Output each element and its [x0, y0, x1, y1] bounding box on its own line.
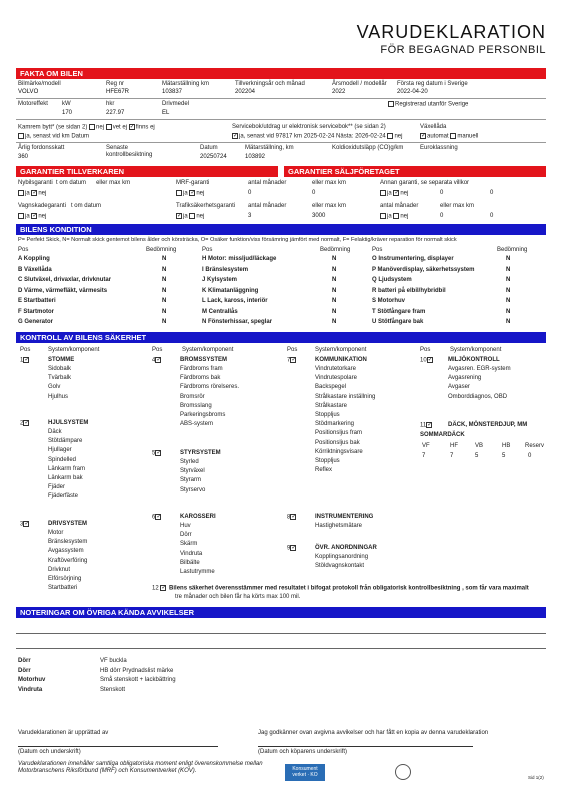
label-motoreffekt: Motoreffekt [18, 101, 48, 107]
note-value: Små stenskott + lackbättring [100, 677, 176, 683]
kontroll-item: Stoppljus [315, 412, 340, 418]
kontroll-group-num: 7 [287, 357, 291, 364]
kond-pos-2: Pos [202, 247, 213, 253]
kondition-rating: N [332, 308, 337, 315]
label-forsta-reg: Första reg datum i Sverige [397, 81, 468, 87]
trafik2-antal-label: antal månader [380, 203, 419, 209]
value-tillverkningsar: 202204 [235, 89, 256, 95]
kontroll-group-checkbox[interactable]: ✓ [156, 449, 162, 456]
service-row: Servicebok/utdrag ur elektronisk servicebok** (se sidan 2) [232, 124, 386, 130]
kondition-item: J Kylsystem [202, 277, 238, 283]
value-fordonsskatt: 360 [18, 154, 29, 160]
kondition-rating: N [162, 266, 167, 273]
buyer-signature-line[interactable] [258, 746, 473, 747]
kond-pos-1: Pos [18, 247, 29, 253]
annan-value-1: 0 [440, 190, 444, 196]
trafik-ja-checkbox[interactable]: ✓ [177, 212, 183, 219]
kontroll-group-checkbox[interactable]: ✓ [24, 356, 30, 363]
kontroll-item: Reflex [315, 467, 333, 474]
kontroll-group-checkbox[interactable]: ✓ [24, 419, 30, 426]
kontroll-group-g1 [20, 357, 30, 364]
kondition-item: A Koppling [18, 256, 50, 262]
kondition-rating: N [332, 277, 337, 283]
trafik-antal-value: 3 [248, 213, 252, 219]
kontroll-item: Färdbroms fram [180, 366, 223, 372]
kamrem-row: Kamrem bytt* (se sidan 2) nej vet ej ✓finns ej [18, 123, 155, 131]
upprattad-label: Varudeklarationen är upprättad av [18, 730, 109, 736]
mrf-antal-label: antal månader [248, 180, 287, 186]
kontroll-item: Kraftöverföring [48, 557, 88, 564]
kontroll-item: Styrväxel [180, 468, 205, 475]
kontroll-item: Färdbroms bak [180, 375, 221, 382]
annan-value-2: 0 [490, 190, 494, 196]
kontroll-item: Golv [48, 384, 61, 391]
mrf-seal-icon [395, 764, 411, 780]
kontroll-system-2: System/komponent [182, 347, 234, 353]
kontroll-group-checkbox[interactable]: ✓ [427, 356, 433, 363]
kontroll-item: Bilbälte [180, 559, 200, 566]
value-regnr: HFE67R [106, 89, 130, 95]
vagn-ja-checkbox[interactable] [18, 213, 24, 219]
value-datum: 20250724 [200, 154, 227, 160]
page-subtitle: FÖR BEGAGNAD PERSONBIL [380, 44, 546, 56]
mrf-opts: ja ✓nej [176, 190, 204, 197]
value-kw: 170 [62, 110, 73, 116]
notes-line-1 [16, 633, 546, 634]
kamrem-sub: ja, senast vid km Datum [18, 133, 89, 140]
trafik-label: Trafiksäkerhetsgaranti [176, 203, 236, 209]
kontroll-item: ABS-system [180, 421, 214, 428]
kontroll-group-num: 2 [20, 420, 24, 427]
mrf-nej-checkbox[interactable]: ✓ [190, 189, 196, 196]
trafik2-max-label: eller max km [440, 203, 475, 209]
kondition-rating: N [332, 319, 337, 325]
kontroll-item: Stöldvagnskontakt [315, 563, 365, 570]
kondition-item: U Stötfångare bak [372, 319, 424, 325]
page-number: Sid 1(2) [528, 775, 544, 780]
kontroll-group-num: 6 [152, 514, 156, 521]
label-hkr: hkr [106, 101, 115, 107]
tread-header-vf: VF [422, 443, 430, 449]
trafik2-nej-checkbox[interactable] [393, 213, 399, 219]
trafik-antal-label: antal månader [248, 203, 287, 209]
kondition-rating: N [506, 277, 511, 283]
kontroll-item: Bränslesystem [48, 539, 88, 546]
kontroll-group-title: INSTRUMENTERING [315, 514, 374, 520]
kondition-rating: N [506, 308, 511, 315]
kontroll-item: Hastighetsmätare [315, 523, 363, 529]
kontroll-group-g3 [20, 521, 30, 528]
kontroll-12-checkbox[interactable]: ✓ [161, 584, 167, 591]
kontroll-group-g2 [20, 420, 30, 427]
kontroll-pos-2: Pos [152, 347, 163, 353]
kontroll-item: Sidobalk [48, 366, 72, 372]
note-value: VF buckla [100, 658, 127, 664]
kontroll-pos-4: Pos [420, 347, 431, 353]
kondition-rating: N [506, 266, 511, 273]
kontroll-item: Spindelled [48, 456, 77, 463]
kamrem-finnsej-checkbox[interactable]: ✓ [129, 123, 135, 130]
kondition-item: C Slutväxel, drivaxlar, drivknutar [18, 277, 112, 283]
nybil-row: Nybilsgaranti t om datum eller max km [18, 180, 131, 186]
vagn-opts: ja ✓nej [18, 213, 46, 220]
kontroll-group-title: STOMME [48, 357, 75, 363]
kontroll-item: Avgaser [448, 384, 470, 391]
kontroll-group-num: 4 [152, 357, 156, 364]
kontroll-item: Vindrutetorkare [315, 366, 356, 372]
automat-checkbox[interactable]: ✓ [421, 132, 427, 139]
kondition-item: L Lack, kaross, interiör [202, 298, 268, 304]
kontroll-group-title: DRIVSYSTEM [48, 521, 88, 527]
label-matarstallning: Mätarställning km [162, 81, 210, 87]
value-matarstallning: 103837 [162, 89, 183, 95]
kontroll-item: Stötdämpare [48, 438, 83, 445]
kontroll-item: Bromsslang [180, 402, 212, 409]
service-line: ✓ja, senast vid 97817 km 2025-02-24 Nästa: 2026-02-24 nej [233, 132, 403, 140]
sig2-label: (Datum och köparens underskrift) [258, 749, 348, 755]
vaxellada-row: ✓automat manuell [421, 132, 479, 140]
kontroll-group-checkbox[interactable]: ✓ [291, 513, 297, 520]
note-value: Stenskott [100, 686, 126, 693]
kondition-item: E Startbatteri [18, 298, 56, 304]
kontroll-item: Omborddiagnos, OBD [448, 393, 508, 400]
kamrem-vetej-checkbox[interactable] [106, 124, 112, 130]
kontroll-group-g6 [152, 514, 162, 521]
kontroll-item: Stoppljus [315, 458, 340, 464]
kontroll-group-g8 [287, 514, 297, 521]
annan-ja-checkbox[interactable] [380, 190, 386, 196]
kontroll-item: Avgasren. EGR-system [448, 366, 511, 372]
section-kontroll: KONTROLL AV BILENS SÄKERHET [16, 332, 546, 343]
nybil-nej-checkbox[interactable]: ✓ [32, 189, 38, 196]
label-kw: kW [62, 101, 71, 107]
kontroll-item: Positionsljus bak [315, 439, 360, 446]
kontroll-item: Länkarm bak [48, 475, 83, 481]
kondition-item: M Centrallås [202, 308, 238, 315]
kond-bed-2: Bedömning [320, 247, 351, 253]
kontroll-item: Länkarm fram [48, 465, 86, 472]
nybil-ja-checkbox[interactable] [18, 190, 24, 196]
kondition-item: N Fönsterhissar, speglar [202, 319, 273, 325]
note-label: Vindruta [18, 686, 43, 693]
kontroll-item: Strålkastare inställning [315, 393, 376, 400]
kontroll-group-title: MILJÖKONTROLL [448, 357, 500, 363]
kontroll-group-checkbox[interactable]: ✓ [156, 513, 162, 520]
trafik-opts: ✓ja nej [177, 212, 205, 220]
section-kondition: BILENS KONDITION [16, 224, 546, 235]
label-fordonsskatt: Årlig fordonsskatt [18, 145, 65, 151]
kondition-item: G Generator [18, 319, 54, 325]
kontroll-item: Vindrutespolare [315, 375, 357, 382]
section-garanti-salj: GARANTIER SÄLJFÖRETAGET [284, 166, 546, 177]
page-title: VARUDEKLARATION [356, 22, 546, 42]
kontroll-group-g4 [152, 357, 162, 364]
annan-opts: ja ✓nej [380, 190, 408, 197]
value-arsmodell: 2022 [332, 89, 346, 95]
kontroll-item: Elförsörjning [48, 576, 82, 582]
kontroll-system-4: System/komponent [450, 347, 502, 353]
kondition-item: B Växellåda [18, 266, 52, 273]
label-tillverkningsar: Tillverkningsår och månad [235, 81, 305, 87]
kontroll-group-g10 [420, 357, 434, 364]
kontroll-group-checkbox[interactable]: ✓ [291, 544, 297, 551]
kondition-rating: N [332, 256, 337, 262]
kontroll-item: Huv [180, 523, 191, 529]
label-koldioxid: Koldioxidutsläpp (CO)g/km [332, 145, 404, 151]
kontroll-group-num: 9 [287, 545, 291, 552]
kontroll-item: Däck [48, 429, 62, 435]
kontroll-item: Skärm [180, 541, 198, 548]
tread-value-reserv: 0 [528, 453, 532, 459]
kondition-item: I Bränslesystem [202, 266, 249, 273]
note-label: Dörr [18, 658, 31, 664]
footer-note: Varudeklarationen innehåller samtliga obligatoriska moment enligt överenskommelse mellan Motorbranschens Riksförbund (MRF) och Konsumentverket (KOV). [18, 761, 263, 774]
tread-value-hb: 5 [502, 453, 506, 459]
kontroll-item: Kopplingsanordning [315, 554, 369, 560]
section-garanti-till: GARANTIER TILLVERKAREN [16, 166, 278, 177]
mrf-label: MRF-garanti [176, 180, 210, 186]
kontroll-item: Lastutrymme [180, 569, 215, 575]
kondition-rating: N [332, 266, 337, 273]
kontroll-item: Hjulhus [48, 393, 69, 400]
kondition-rating: N [332, 287, 337, 294]
trafik2-opts: ja nej [380, 213, 408, 220]
tread-value-vf: 7 [422, 453, 426, 459]
kontroll-12-row: 12 ✓ Bilens säkerhet överensstämmer med resultatet i bifogat protokoll från obligatorisk kontrollbesiktning , som får vara maximalt [152, 584, 529, 592]
kontroll-group-g5 [152, 450, 162, 457]
kontroll-group-num: 8 [287, 514, 291, 521]
kontroll-group-title: DÄCK, MÖNSTERDJUP, MM [448, 422, 528, 428]
kontroll-item: Backspegel [315, 384, 347, 391]
kamrem-ja-checkbox[interactable] [18, 133, 24, 139]
kondition-rating: N [162, 319, 167, 325]
kontroll-group-subtitle: SOMMARDÄCK [420, 432, 465, 438]
section-noteringar: NOTERINGAR OM ÖVRIGA KÄNDA AVVIKELSER [16, 607, 546, 618]
tread-header-reserv: Reserv [525, 443, 545, 449]
kontroll-item: Tvärbalk [48, 375, 72, 382]
label-bilmarke: Bilmärke/modell [18, 81, 61, 87]
kondition-item: T Stötfångare fram [372, 308, 426, 315]
kondition-item: D Värme, värmefläkt, värmesits [18, 287, 108, 294]
konsumentverket-logo: Konsument verket · KO [285, 764, 325, 781]
kontroll-pos-1: Pos [20, 347, 31, 353]
kontroll-system-1: System/komponent [48, 347, 100, 353]
kondition-rating: N [162, 298, 167, 304]
kontroll-item: Färdbroms rörelseres. [180, 384, 240, 391]
kond-pos-3: Pos [372, 247, 383, 253]
kontroll-system-3: System/komponent [315, 347, 367, 353]
kondition-item: H Motor: missljud/läckage [202, 256, 277, 262]
value-hkr: 227.97 [106, 110, 125, 116]
kondition-rating: N [506, 319, 511, 325]
kontroll-group-checkbox[interactable]: ✓ [24, 520, 30, 527]
trafik-max-value: 3000 [312, 213, 326, 219]
kontroll-item: Fjäder [48, 484, 66, 491]
annan-nej-checkbox[interactable]: ✓ [394, 189, 400, 196]
label-senaste-kontroll: Senaste kontrollbesiktning [106, 145, 153, 158]
annan-label: Annan garanti, se separata villkor [380, 180, 470, 186]
kontroll-item: Parkeringsbroms [180, 412, 226, 418]
kontroll-12-text2: tre månader och bilen får ha körts max 100 mil. [175, 594, 301, 600]
kontroll-item: Startbatteri [48, 585, 78, 592]
kontroll-group-checkbox[interactable]: ✓ [427, 421, 433, 428]
kondition-item: Q Ljudsystem [372, 277, 412, 283]
service-ja-checkbox[interactable]: ✓ [233, 132, 239, 139]
kontroll-group-title: BROMSSYSTEM [180, 357, 228, 363]
mrf-max-value: 0 [312, 190, 316, 196]
service-nej-checkbox[interactable] [387, 133, 393, 139]
tread-header-hf: HF [450, 443, 458, 449]
section-fakta: FAKTA OM BILEN [16, 68, 546, 79]
kontroll-group-title: KOMMUNIKATION [315, 357, 367, 363]
trafik2-ja-checkbox[interactable] [380, 213, 386, 219]
kontroll-item: Dörr [180, 532, 192, 539]
kontroll-item: Positionsljus fram [315, 430, 363, 437]
kontroll-group-title: KAROSSERI [180, 514, 216, 520]
label-vaxellada: Växellåda [420, 124, 447, 130]
kondition-rating: N [506, 287, 511, 294]
kontroll-group-title: ÖVR. ANORDNINGAR [315, 545, 377, 551]
nybil-opts: ja ✓nej [18, 190, 46, 197]
sig1-label: (Datum och underskrift) [18, 749, 81, 755]
kontroll-group-num: 3 [20, 521, 24, 528]
kontroll-group-title: HJULSYSTEM [48, 420, 89, 426]
kontroll-pos-3: Pos [287, 347, 298, 353]
trafik2-value-2: 0 [490, 213, 494, 219]
kontroll-item: Fjäderfäste [48, 493, 79, 500]
mrf-ja-checkbox[interactable] [176, 190, 182, 196]
kontroll-item: Strålkastare [315, 402, 348, 409]
trafik2-value-1: 0 [440, 213, 444, 219]
kontroll-item: Avgassystem [48, 548, 84, 555]
kontroll-item: Avgasrening [448, 375, 482, 382]
mrf-max-label: eller max km [312, 180, 347, 186]
kontroll-item: Styrarm [180, 477, 201, 484]
kontroll-item: Bromsrör [180, 393, 205, 400]
kontroll-group-g11 [420, 422, 433, 429]
value-matarstallning2: 103892 [245, 154, 266, 160]
mrf-antal-value: 0 [248, 190, 252, 196]
kondition-item: S Motorhuv [372, 298, 405, 304]
kontroll-group-num: 10 [420, 357, 427, 364]
tread-header-vb: VB [475, 443, 484, 449]
kontroll-group-num: 5 [152, 450, 156, 457]
kontroll-item: Drivknut [48, 566, 71, 573]
godkanner-label: Jag godkänner ovan avgivna avvikelser och har fått en kopia av denna varudeklaration [258, 730, 489, 736]
kontroll-group-checkbox[interactable]: ✓ [156, 356, 162, 363]
kontroll-group-title: STYRSYSTEM [180, 450, 221, 456]
kond-bed-3: Bedömning [497, 247, 528, 253]
kontroll-item: Hjullager [48, 447, 72, 454]
kondition-item: F Startmotor [18, 308, 54, 315]
kondition-rating: N [506, 298, 511, 304]
kontroll-item: Vindruta [180, 550, 203, 557]
kontroll-group-num: 1 [20, 357, 24, 364]
tread-header-hb: HB [502, 443, 511, 449]
note-label: Dörr [18, 667, 31, 674]
kondition-rating: N [162, 308, 167, 315]
kondition-item: O Instrumentering, displayer [372, 256, 454, 262]
kondition-rating: N [332, 298, 337, 304]
kondition-item: K Klimatanläggning [202, 287, 259, 294]
kontroll-group-g9 [287, 545, 297, 552]
label-euro: Euroklassning [420, 145, 458, 151]
tread-value-hf: 7 [450, 453, 454, 459]
label-datum: Datum [200, 145, 218, 151]
kondition-rating: N [506, 256, 511, 262]
kontroll-item: Styrled [180, 459, 199, 465]
label-matarstallning2: Mätarställning, km [245, 145, 294, 151]
note-value: HB dörr Prydnadslist märke [100, 667, 174, 674]
kontroll-item: Motor [48, 530, 64, 536]
kondition-item: P Manöverdisplay, säkerhetssystem [372, 266, 475, 273]
value-drivmedel: EL [162, 110, 170, 116]
kondition-rating: N [162, 256, 167, 262]
kontroll-group-checkbox[interactable]: ✓ [291, 356, 297, 363]
seller-signature-line[interactable] [18, 746, 218, 747]
value-forsta-reg: 2022-04-20 [397, 89, 428, 95]
kontroll-item: Stödmarkering [315, 421, 355, 428]
label-regnr: Reg nr [106, 81, 125, 87]
kondition-rating: N [162, 287, 167, 294]
vagn-nej-checkbox[interactable]: ✓ [32, 212, 38, 219]
reg-utanfor-checkbox[interactable]: Registrerad utanför Sverige [388, 101, 468, 108]
label-arsmodell: Årsmodell / modellår [332, 81, 387, 87]
kondition-item: R batteri på elbil/hybridbil [372, 287, 446, 294]
kontroll-item: Styrservo [180, 486, 206, 493]
kondition-legend: P= Perfekt Skick, N= Normalt skick gentemot bilens ålder och körsträcka, O= Osäker funktion/viss försämring jämfört med normalt, F= Felaktig/kräver reparation för normalt skick [18, 237, 457, 243]
vagn-row: Vagnskadegaranti t om datum [18, 203, 101, 209]
trafik-max-label: eller max km [312, 203, 347, 209]
kontroll-item: Körriktningsvisare [315, 448, 363, 455]
kond-bed-1: Bedömning [146, 247, 177, 253]
trafik-nej-checkbox[interactable] [189, 213, 195, 219]
kontroll-group-num: 11 [420, 422, 427, 429]
tread-value-vb: 5 [475, 453, 479, 459]
notes-line-2 [16, 648, 546, 649]
manuell-checkbox[interactable] [450, 133, 456, 139]
label-drivmedel: Drivmedel [162, 101, 190, 107]
kondition-rating: N [162, 277, 167, 283]
kamrem-nej-checkbox[interactable] [89, 124, 95, 130]
kontroll-group-g7 [287, 357, 297, 364]
note-label: Motorhuv [18, 677, 46, 683]
value-bilmarke: VOLVO [18, 89, 39, 95]
